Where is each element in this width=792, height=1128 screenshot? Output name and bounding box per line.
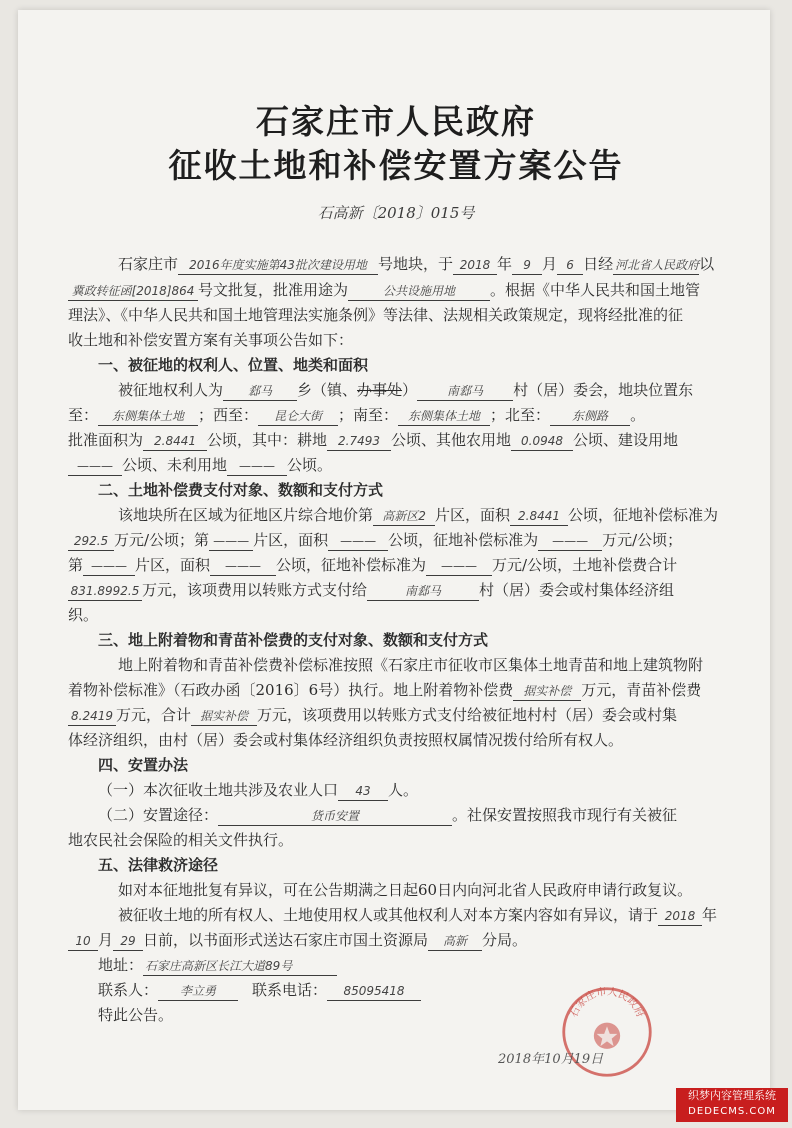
intro-line-2: 冀政转征函[2018]864 号文批复，批准用途为 公共设施用地 。根据《中华人民共和国土地管 — [68, 280, 700, 301]
s5-line-3: 10 月 29 日前，以书面形式送达石家庄市国土资源局 高新 分局。 — [68, 930, 527, 951]
price-zone: 高新区2 — [373, 507, 435, 526]
intro-line-1: 石家庄市 2016年度实施第43批次建设用地 号地块，于 2018 年 9 月 6 日经 河北省人民政府以 — [118, 255, 715, 273]
construction-area: ——— — [68, 457, 122, 476]
document-number: 石高新〔2018〕015号 — [317, 204, 475, 222]
approval-day: 6 — [557, 256, 583, 275]
s2-line-3: 第 ——— 片区，面积 ——— 公顷，征地补偿标准为 ——— 万元/公顷，土地补偿费合计 — [68, 556, 678, 574]
approval-month: 9 — [512, 256, 542, 275]
zone-area: 2.8441 — [510, 507, 568, 526]
intro-line-4: 收土地和补偿安置方案有关事项公告如下： — [68, 331, 354, 349]
contact-line: 联系人： 李立勇 联系电话： 85095418 — [98, 980, 421, 1001]
branch-office: 高新 — [428, 932, 482, 951]
s2-line-1: 该地块所在区域为征地区片综合地价第 高新区2 片区，面积 2.8441 公顷，征地补偿标准为 — [118, 506, 719, 524]
section-3-heading: 三、地上附着物和青苗补偿费的支付对象、数额和支付方式 — [98, 631, 489, 649]
watermark-badge: 织梦内容管理系统 DEDECMS.COM — [676, 1088, 788, 1122]
payee: 南郄马 — [367, 582, 479, 601]
district: 郄马 — [223, 382, 297, 401]
s5-line-1: 如对本征地批复有异议，可在公告期满之日起60日内向河北省人民政府申请行政复议。 — [118, 881, 693, 899]
comp-standard: 292.5 — [68, 532, 114, 551]
closing-text: 特此公告。 — [98, 1006, 174, 1024]
other-agri-area: 0.0948 — [511, 432, 573, 451]
s3-line-3: 8.2419 万元，合计 据实补偿 万元，该项费用以转账方式支付给被征地村村（居）委会或村集 — [68, 705, 677, 726]
approver: 河北省人民政府 — [613, 256, 699, 275]
boundary-west: 昆仑大街 — [258, 407, 338, 426]
deadline-day: 29 — [113, 932, 143, 951]
resettlement-method: 货币安置 — [218, 807, 452, 826]
s3-line-2: 着物补偿标准》（石政办函〔2016〕6号）执行。地上附着物补偿费 据实补偿 万元，青苗补偿费 — [68, 681, 702, 699]
attachment-fee: 据实补偿 — [513, 682, 581, 701]
approval-doc: 冀政转征函[2018]864 — [68, 282, 198, 301]
contact-person: 李立勇 — [158, 982, 238, 1001]
contact-phone: 85095418 — [327, 982, 421, 1001]
signature-date: 2018年10月19日 — [498, 1052, 604, 1067]
title-line-2: 征收土地和补偿安置方案公告 — [168, 146, 624, 185]
title-line-1: 石家庄市人民政府 — [256, 102, 536, 141]
farmland-area: 2.7493 — [327, 432, 391, 451]
s1-line-4: ——— 公顷、未利用地 ——— 公顷。 — [68, 455, 332, 476]
s1-line-1: 被征地权利人为 郄马 乡（镇、办事处） 南郄马 村（居）委会，地块位置东 — [118, 381, 694, 399]
address-line: 地址： 石家庄高新区长江大道89号 — [98, 955, 337, 976]
village: 南郄马 — [417, 382, 513, 401]
address: 石家庄高新区长江大道89号 — [143, 957, 337, 976]
deadline-year: 2018 — [658, 907, 702, 926]
s1-line-2: 至： 东侧集体土地 ；西至： 昆仑大街 ；南至： 东侧集体土地 ；北至： 东侧路 。 — [68, 406, 646, 424]
s4-line-3: 地农民社会保险的相关文件执行。 — [68, 831, 294, 849]
s2-line-5: 织。 — [68, 606, 99, 624]
svg-text:石家庄市人民政府: 石家庄市人民政府 — [567, 985, 647, 1020]
boundary-south: 东侧集体土地 — [398, 407, 490, 426]
s3-line-1: 地上附着物和青苗补偿费补偿标准按照《石家庄市征收市区集体土地青苗和地上建筑物附 — [118, 656, 704, 674]
s4-line-1: （一）本次征收土地共涉及农业人口 43 人。 — [98, 781, 419, 799]
deadline-month: 10 — [68, 932, 98, 951]
plot-name: 2016年度实施第43批次建设用地 — [178, 256, 378, 275]
boundary-north: 东侧路 — [550, 407, 630, 426]
land-use: 公共设施用地 — [348, 282, 490, 301]
unused-area: ——— — [227, 457, 287, 476]
section-5-heading: 五、法律救济途径 — [98, 856, 219, 874]
total-land-fee: 831.8992.5 — [68, 582, 142, 601]
intro-line-3: 理法》、《中华人民共和国土地管理法实施条例》等法律、法规相关政策规定，现将经批准的征 — [68, 306, 684, 324]
section-2-heading: 二、土地补偿费支付对象、数额和支付方式 — [98, 481, 384, 499]
sum-fee: 据实补偿 — [191, 707, 257, 726]
section-1-heading: 一、被征地的权利人、位置、地类和面积 — [98, 356, 369, 374]
s2-line-4: 831.8992.5 万元，该项费用以转账方式支付给 南郄马 村（居）委会或村集体经济组 — [68, 580, 674, 601]
s3-line-4: 体经济组织，由村（居）委会或村集体经济组织负责按照权属情况拨付给所有权人。 — [68, 731, 624, 749]
boundary-east: 东侧集体土地 — [98, 407, 198, 426]
s5-line-2: 被征收土地的所有权人、土地使用权人或其他权利人对本方案内容如有异议，请于 2018 年 — [118, 906, 718, 924]
s1-line-3: 批准面积为 2.8441 公顷，其中：耕地 2.7493 公顷、其他农用地 0.0948 公顷、建设用地 — [68, 431, 679, 449]
agri-population: 43 — [338, 782, 388, 801]
section-4-heading: 四、安置办法 — [98, 756, 189, 774]
total-area: 2.8441 — [143, 432, 207, 451]
crop-fee: 8.2419 — [68, 707, 116, 726]
s2-line-2: 292.5 万元/公顷；第 ——— 片区，面积 ——— 公顷，征地补偿标准为 ——— 万元/公顷； — [68, 530, 682, 551]
s4-line-2: （二）安置途径： 货币安置 。社保安置按照我市现行有关被征 — [98, 806, 678, 824]
approval-year: 2018 — [453, 256, 497, 275]
